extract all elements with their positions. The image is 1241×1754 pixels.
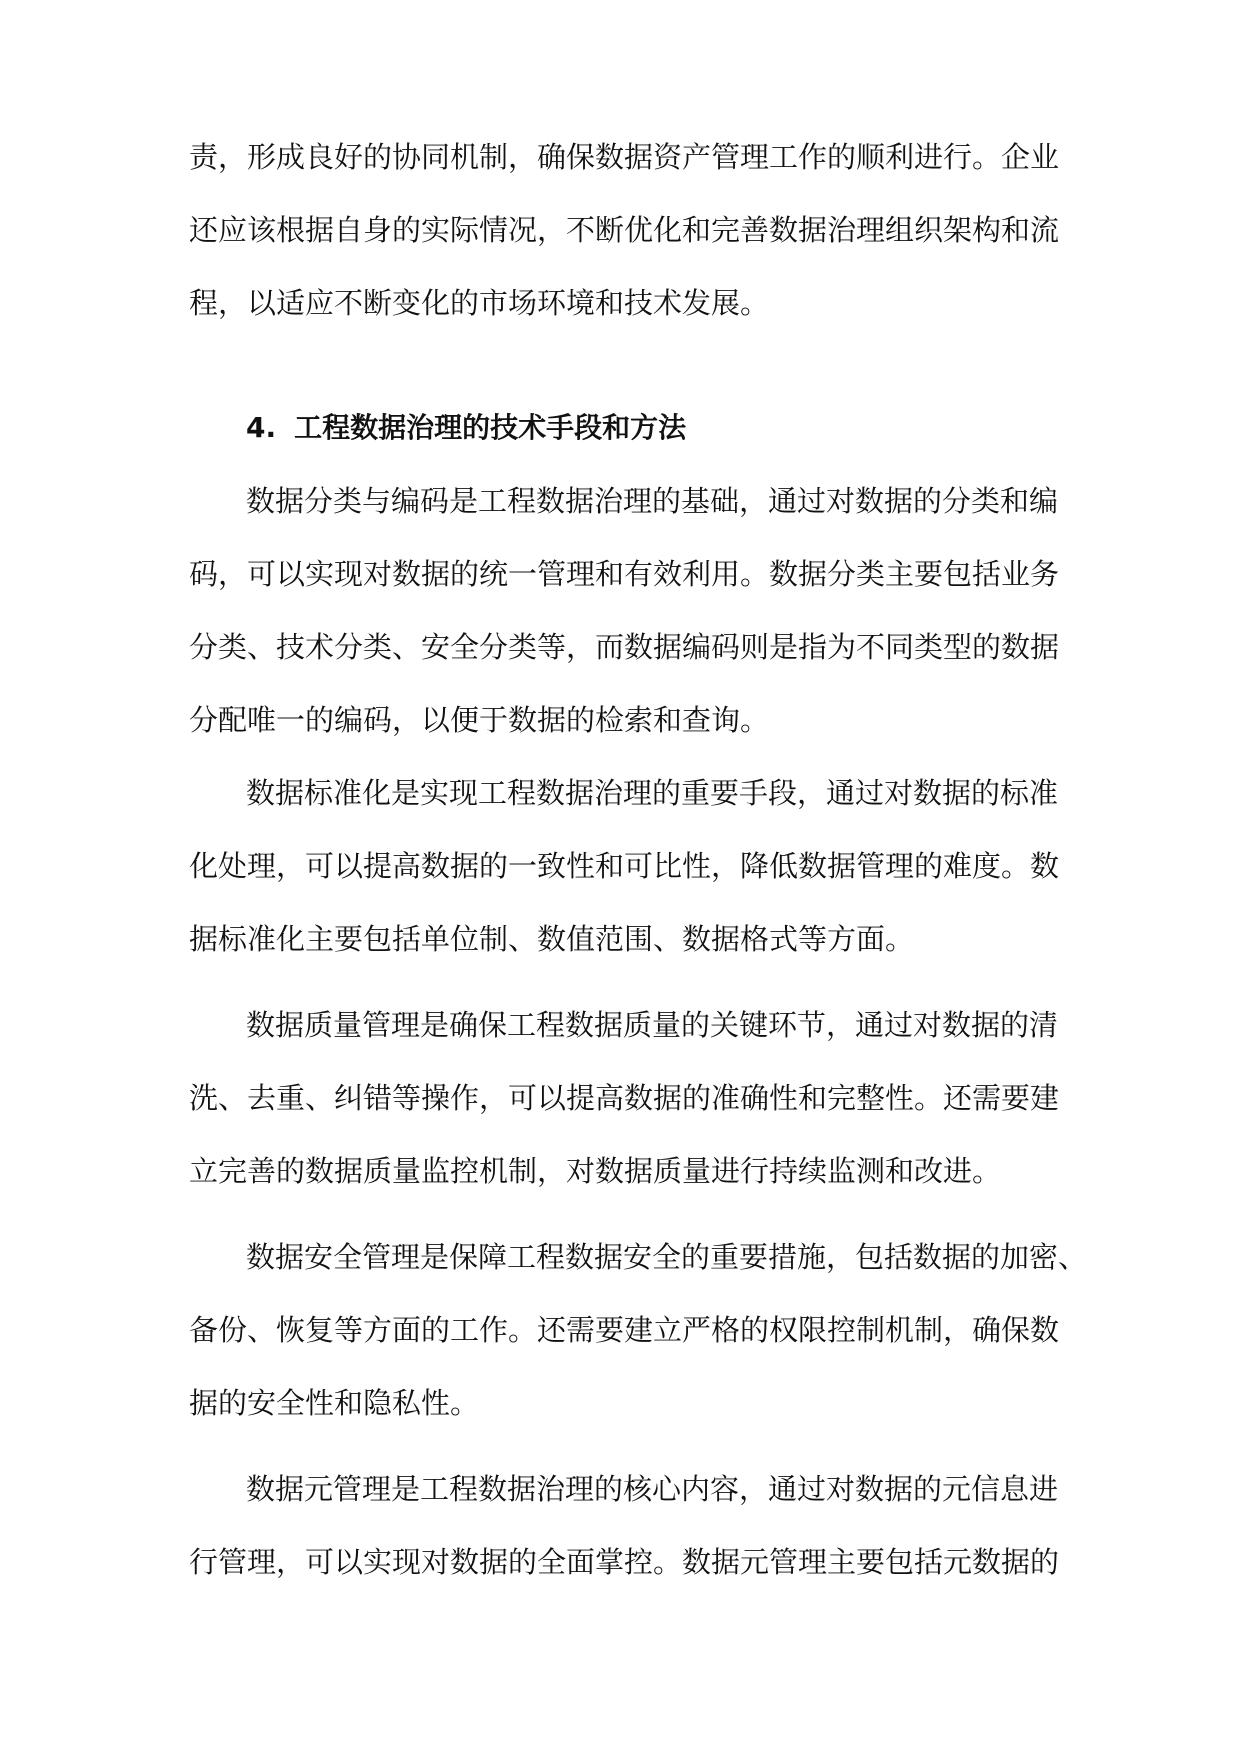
paragraph-line: 据的安全性和隐私性。 bbox=[189, 1386, 480, 1420]
section-heading bbox=[246, 409, 686, 447]
paragraph-line: 程，以适应不断变化的市场环境和技术发展。 bbox=[189, 286, 770, 320]
paragraph-line: 据标准化主要包括单位制、数值范围、数据格式等方面。 bbox=[189, 922, 915, 956]
paragraph-line: 数据安全管理是保障工程数据安全的重要措施，包括数据的加密、 bbox=[246, 1240, 1088, 1274]
paragraph-line: 分类、技术分类、安全分类等，而数据编码则是指为不同类型的数据 bbox=[189, 630, 1060, 664]
paragraph-line: 数据分类与编码是工程数据治理的基础，通过对数据的分类和编 bbox=[246, 484, 1059, 518]
paragraph-line: 责，形成良好的协同机制，确保数据资产管理工作的顺利进行。企业 bbox=[189, 140, 1060, 174]
paragraph-line: 化处理，可以提高数据的一致性和可比性，降低数据管理的难度。数 bbox=[189, 849, 1060, 883]
paragraph-line: 行管理，可以实现对数据的全面掌控。数据元管理主要包括元数据的 bbox=[189, 1545, 1060, 1579]
paragraph-line: 备份、恢复等方面的工作。还需要建立严格的权限控制机制，确保数 bbox=[189, 1313, 1060, 1347]
paragraph-line: 还应该根据自身的实际情况，不断优化和完善数据治理组织架构和流 bbox=[189, 213, 1060, 247]
paragraph-line: 立完善的数据质量监控机制，对数据质量进行持续监测和改进。 bbox=[189, 1154, 1002, 1188]
paragraph-line: 数据标准化是实现工程数据治理的重要手段，通过对数据的标准 bbox=[246, 776, 1059, 810]
section-title: 工程数据治理的技术手段和方法 bbox=[294, 411, 687, 444]
section-number: 4. bbox=[246, 411, 277, 444]
paragraph-line: 数据元管理是工程数据治理的核心内容，通过对数据的元信息进 bbox=[246, 1472, 1059, 1506]
paragraph-line: 码，可以实现对数据的统一管理和有效利用。数据分类主要包括业务 bbox=[189, 557, 1060, 591]
paragraph-line: 数据质量管理是确保工程数据质量的关键环节，通过对数据的清 bbox=[246, 1008, 1059, 1042]
paragraph-line: 洗、去重、纠错等操作，可以提高数据的准确性和完整性。还需要建 bbox=[189, 1081, 1060, 1115]
paragraph-line: 分配唯一的编码，以便于数据的检索和查询。 bbox=[189, 703, 770, 737]
